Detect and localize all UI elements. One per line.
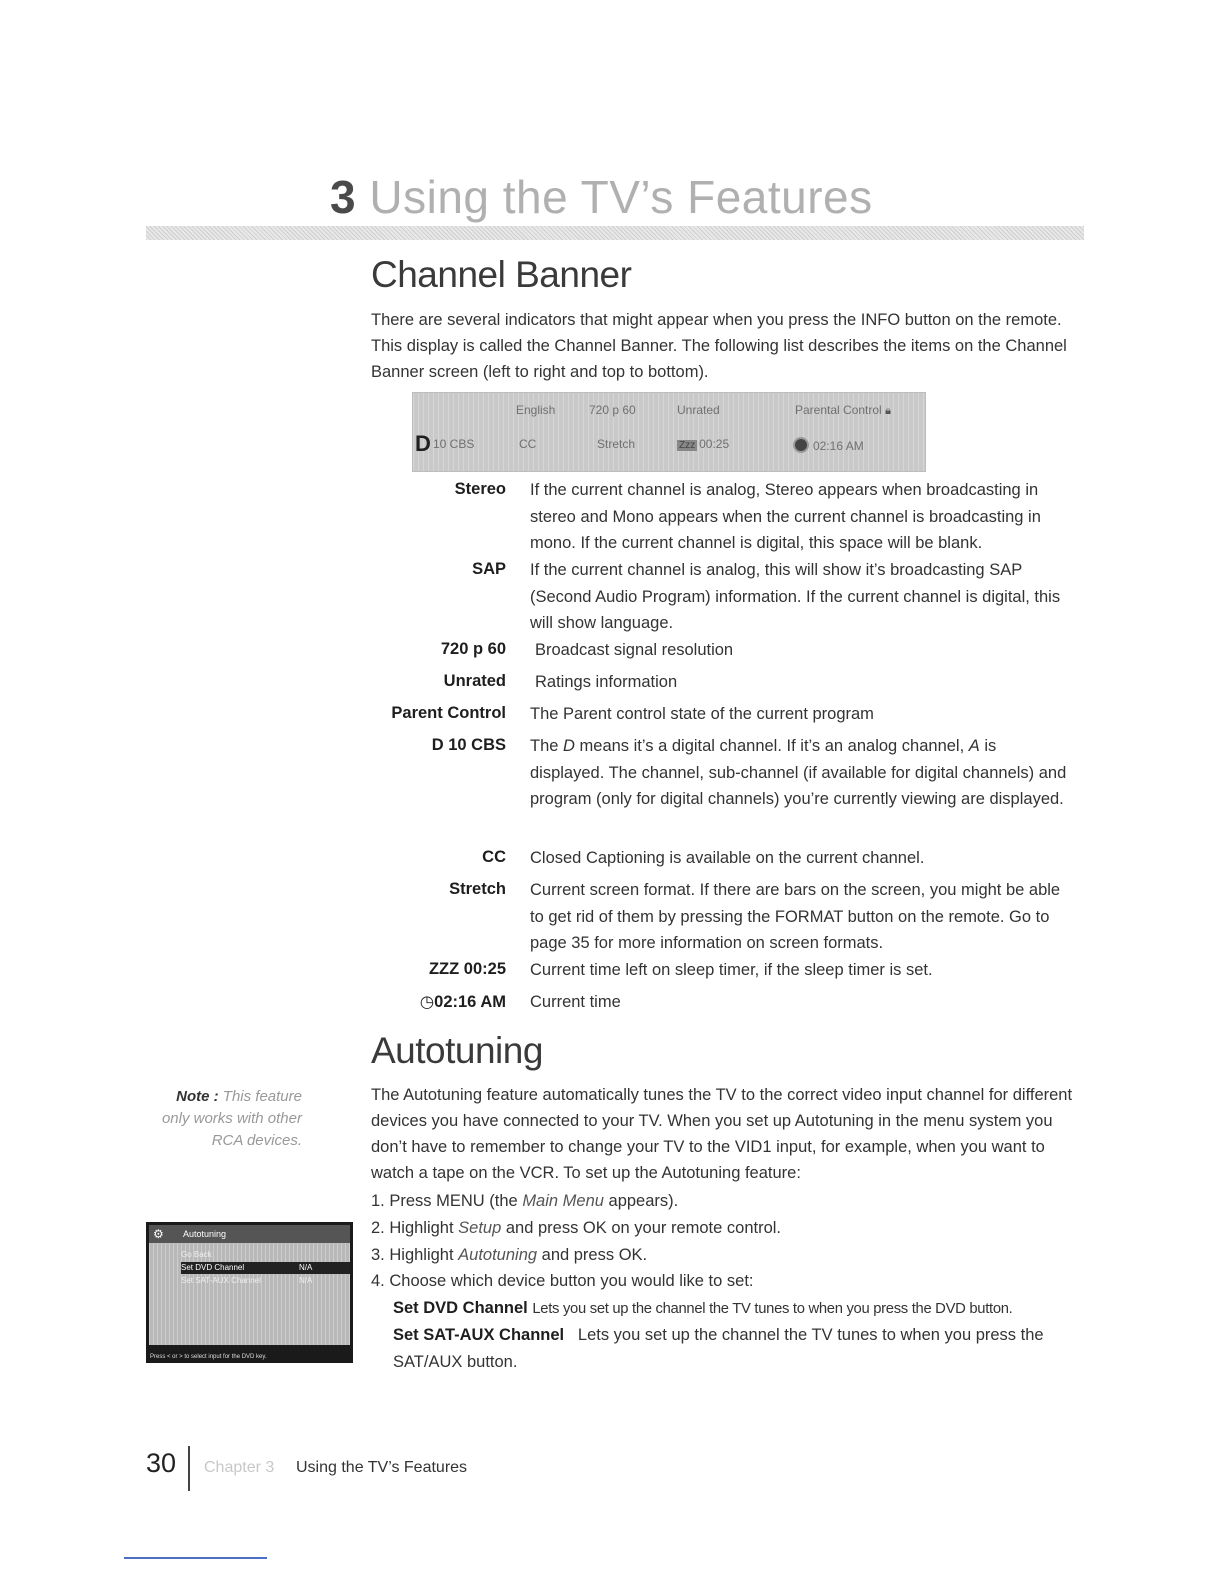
term-time: ◷02:16 AM (419, 993, 506, 1011)
bottom-rule (124, 1557, 267, 1559)
menu-title: Autotuning (149, 1225, 350, 1243)
menu-hint: Press < or > to select input for the DVD key. (150, 1354, 267, 1360)
menu-item-go-back: Go Back (181, 1250, 212, 1259)
desc-stretch: Current screen format. If there are bars on the screen, you might be able to get rid of them by pressing the FORMAT button on the remote. Go to page 35 for more information on screen formats. (530, 881, 1061, 952)
sleep-icon: Zzz (679, 440, 696, 451)
desc-time: Current time (530, 993, 621, 1011)
term-channel: D 10 CBS (431, 736, 506, 754)
banner-format: Stretch (597, 437, 636, 451)
term-parent-control: Parent Control (391, 704, 506, 722)
banner-language: English (516, 403, 556, 417)
step-3: 3. Highlight Autotuning and press OK. (371, 1246, 648, 1264)
autotuning-intro: The Autotuning feature automatically tunes the TV to the correct video input channel for different devices you have connected to your TV. When you set up Autotuning in the menu system you don’t have to remember to change your TV to the VID1 input, for example, when you want to watch a tape on the VCR. To set up the Autotuning feature: (371, 1086, 1073, 1182)
page-number: 30 (146, 1448, 177, 1478)
desc-resolution: Broadcast signal resolution (535, 641, 734, 659)
desc-cc: Closed Captioning is available on the current channel. (530, 849, 925, 867)
desc-parent-control: The Parent control state of the current program (530, 705, 874, 723)
clock-icon (793, 437, 809, 453)
footer-chapter: Chapter 3 (204, 1459, 275, 1476)
chapter-number: 3 (330, 171, 357, 223)
desc-sleep: Current time left on sleep timer, if the sleep timer is set. (530, 961, 933, 979)
footer-title: Using the TV’s Features (296, 1459, 468, 1476)
channel-banner-screenshot (412, 392, 926, 472)
banner-sleep: Zzz 00:25 (679, 437, 730, 451)
desc-stereo: If the current channel is analog, Stereo appears when broadcasting in stereo and Mono appears when the current channel is broadcasting in mono. If the current channel is digital, this space will be blank. (530, 481, 1041, 552)
section-heading-channel-banner: Channel Banner (371, 254, 632, 295)
step-2: 2. Highlight Setup and press OK on your remote control. (371, 1219, 781, 1237)
sidebar-note (150, 1086, 302, 1152)
step-4: 4. Choose which device button you would like to set: (371, 1272, 754, 1290)
banner-time: 02:16 AM (793, 437, 864, 453)
desc-sap: If the current channel is analog, this will show it’s broadcasting SAP (Second Audio Program) information. If the current channel is digital, this will show language. (530, 561, 1061, 632)
note-text: This feature only works with other RCA devices. (161, 1088, 302, 1149)
channel-banner-intro: There are several indicators that might appear when you press the INFO button on the remote. This display is called the Channel Banner. The following list describes the items on the Channel Banner screen (left to right and top to bottom). (371, 311, 1067, 381)
chapter-title (330, 170, 873, 224)
term-sleep: ZZZ 00:25 (428, 960, 506, 978)
term-sap: SAP (472, 560, 506, 578)
term-unrated: Unrated (443, 672, 506, 690)
chapter-divider (146, 226, 1084, 240)
step-1: 1. Press MENU (the Main Menu appears). (371, 1192, 679, 1210)
term-stereo: Stereo (454, 480, 506, 498)
banner-digital-mark: D (415, 431, 431, 456)
desc-unrated: Ratings information (535, 673, 678, 691)
banner-cc: CC (519, 437, 537, 451)
term-stretch: Stretch (449, 880, 506, 898)
lock-icon: 🔒︎ (885, 405, 891, 417)
clock-icon: ◷ (419, 993, 435, 1011)
chapter-title-text: Using the TV’s Features (369, 171, 873, 223)
section-heading-autotuning: Autotuning (371, 1030, 543, 1071)
menu-item-set-dvd: Set DVD Channel N/A (181, 1262, 350, 1274)
banner-rating: Unrated (677, 403, 720, 417)
option-set-sat-aux: Set SAT-AUX Channel Lets you set up the channel the TV tunes to when you press the SAT/AUX button. (393, 1326, 1044, 1371)
term-cc: CC (482, 848, 506, 866)
term-resolution: 720 p 60 (440, 640, 506, 658)
option-set-dvd: Set DVD Channel Lets you set up the channel the TV tunes to when you press the DVD button. (393, 1299, 1013, 1317)
desc-channel: The D means it’s a digital channel. If it’s an analog channel, A is displayed. The channel, sub-channel (if available for digital channels) and program (only for digital channels) you’re currently viewing are displayed. (530, 737, 1067, 808)
banner-resolution: 720 p 60 (589, 403, 636, 417)
banner-channel: 10 CBS (433, 437, 475, 451)
banner-parental-control: Parental Control 🔒︎ (795, 403, 891, 417)
menu-item-set-sat-aux: Set SAT-AUX Channel N/A (181, 1276, 313, 1285)
tuner-icon: ⚙ (153, 1227, 164, 1241)
note-label: Note : (176, 1088, 219, 1105)
autotuning-menu-screenshot (146, 1222, 353, 1363)
footer-divider (188, 1446, 190, 1491)
